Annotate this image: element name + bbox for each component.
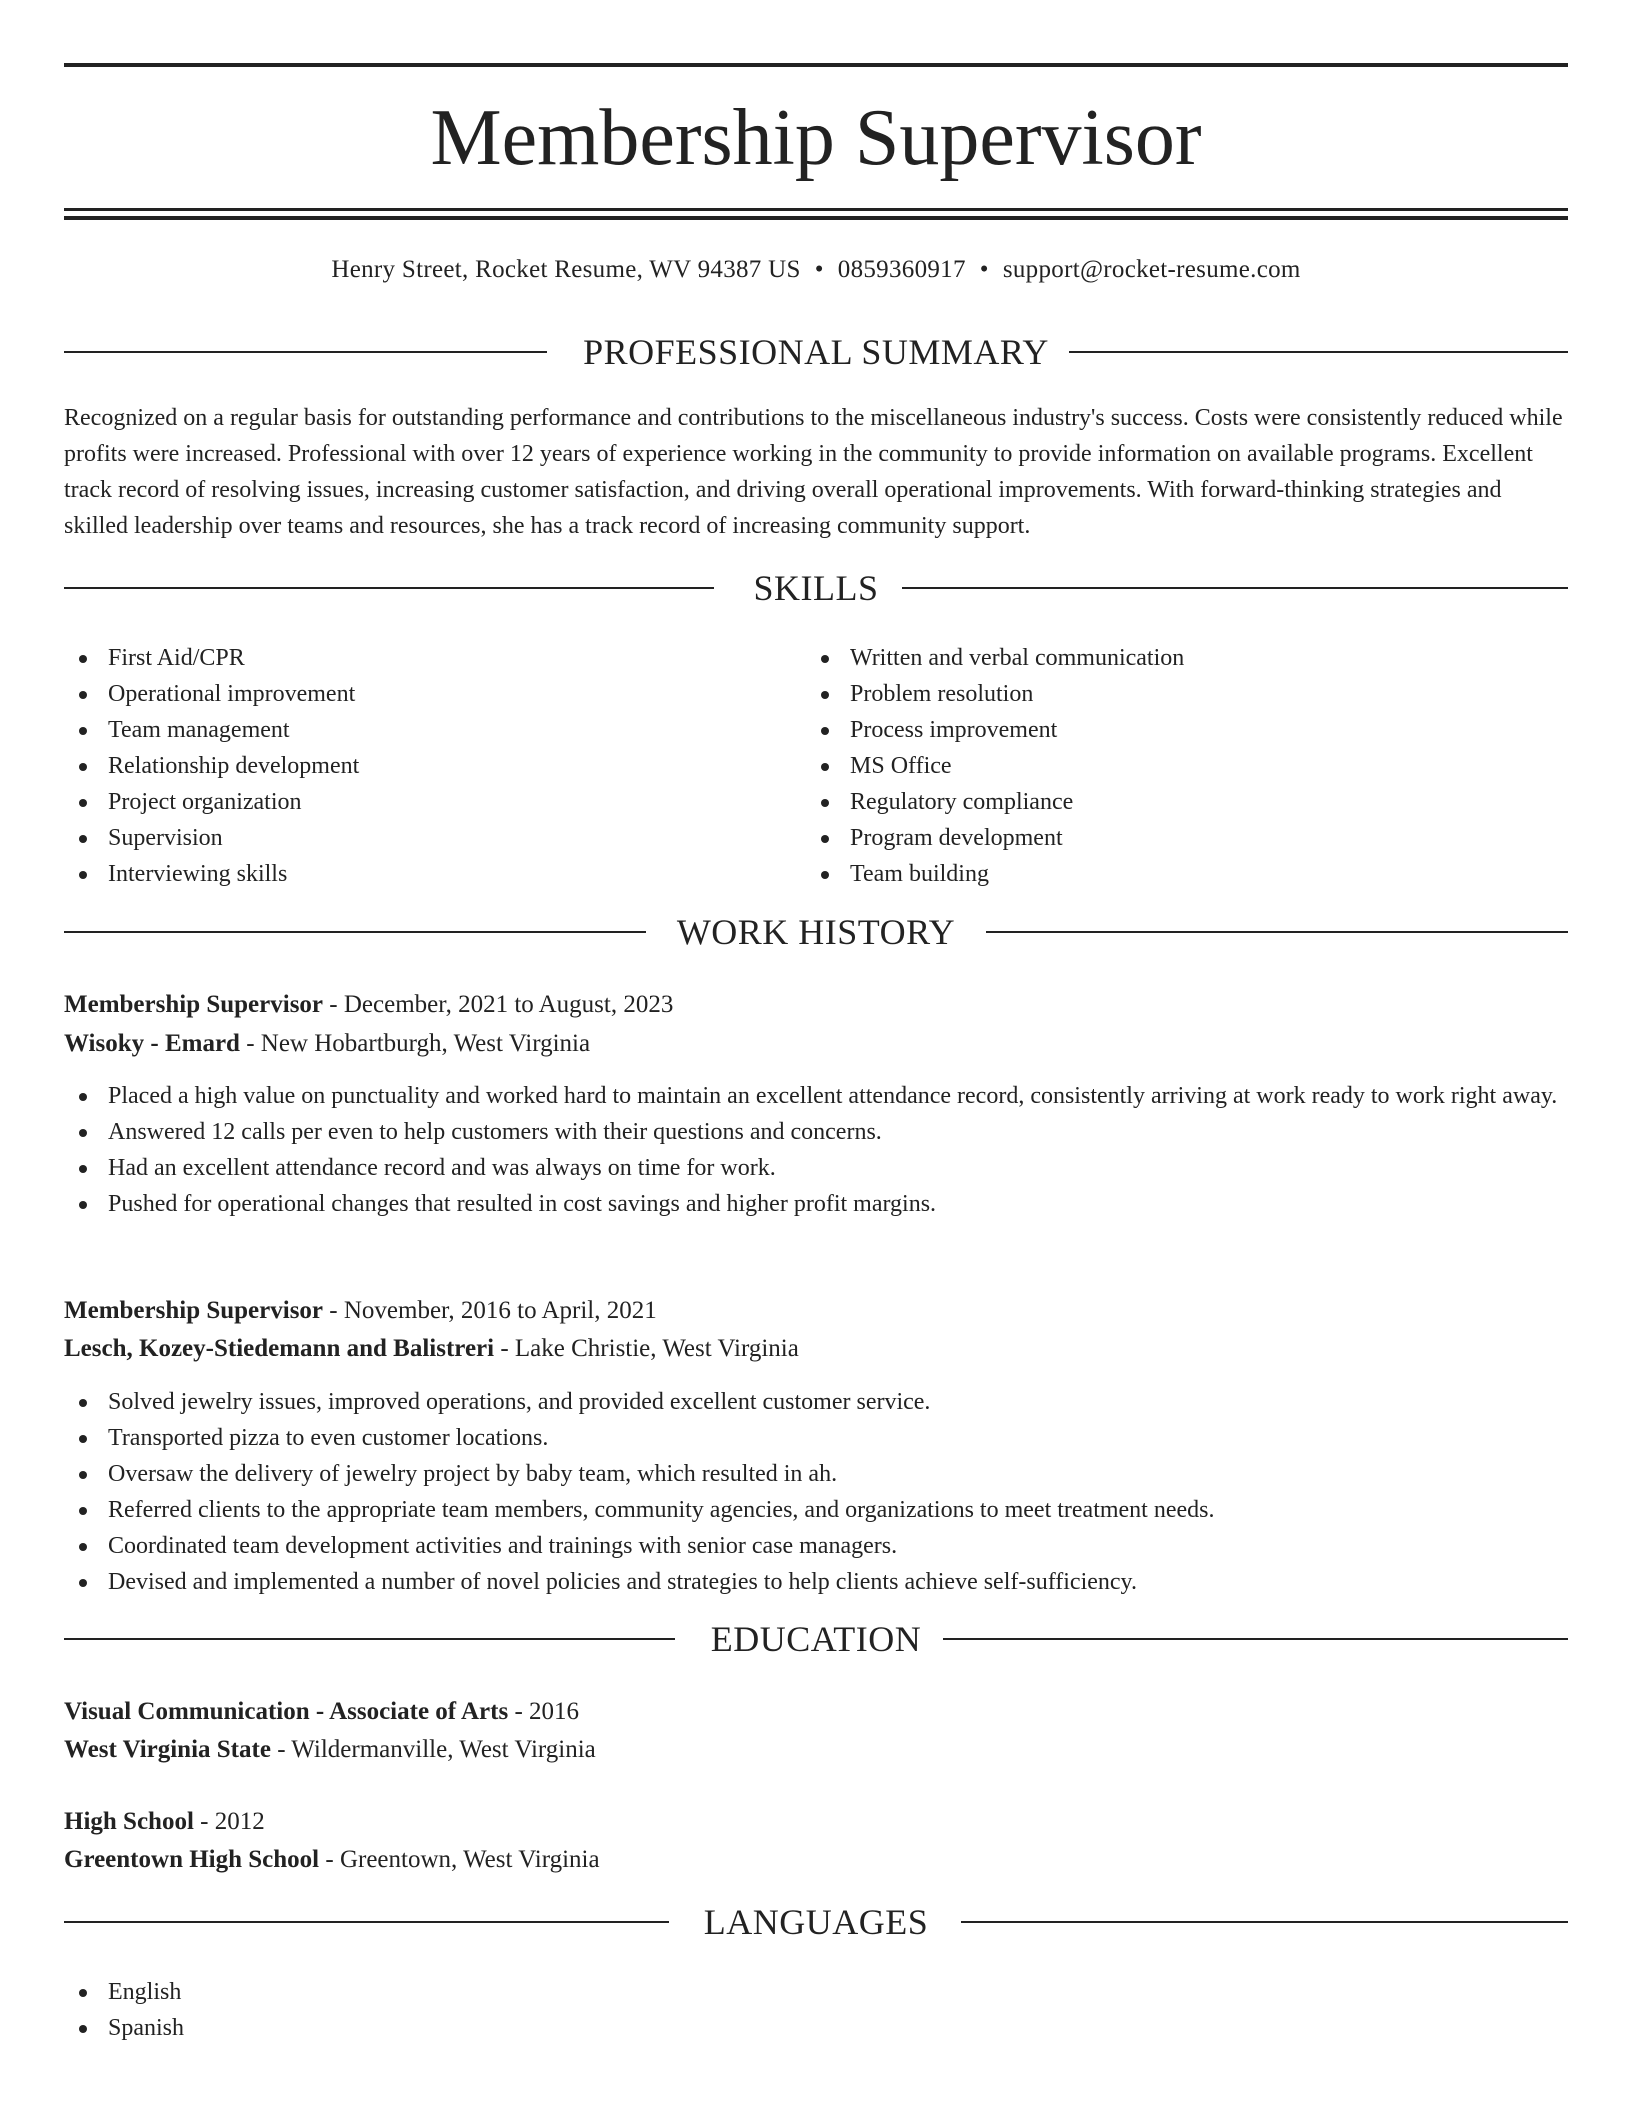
education-degree: High School bbox=[64, 1808, 194, 1835]
skills-list-right bbox=[806, 640, 1568, 892]
header-top-rule bbox=[64, 63, 1568, 67]
section-title-education: EDUCATION bbox=[710, 1619, 922, 1659]
job-company: Lesch, Kozey-Stiedemann and Balistreri bbox=[64, 1335, 495, 1362]
job-bullet: Devised and implemented a number of novel policies and strategies to help clients achieve self-sufficiency. bbox=[64, 1564, 1568, 1600]
job-dates: - November, 2016 to April, 2021 bbox=[323, 1297, 657, 1324]
section-header-education bbox=[64, 1617, 1568, 1661]
education-degree: Visual Communication - Associate of Arts bbox=[64, 1698, 509, 1725]
resume-name-heading: Membership Supervisor bbox=[430, 94, 1202, 182]
skill-item: Interviewing skills bbox=[64, 856, 794, 892]
section-header-skills bbox=[64, 566, 1568, 610]
skill-item: MS Office bbox=[806, 748, 1568, 784]
education-year: - 2012 bbox=[193, 1808, 265, 1835]
section-title-work-history: WORK HISTORY bbox=[676, 912, 956, 952]
education-year: - 2016 bbox=[508, 1698, 580, 1725]
section-rule-right bbox=[986, 931, 1568, 933]
header-double-rule-upper bbox=[64, 208, 1568, 211]
header-double-rule-lower bbox=[64, 216, 1568, 220]
education-degree-line bbox=[64, 1803, 1568, 1841]
job-bullet: Had an excellent attendance record and was always on time for work. bbox=[64, 1150, 1568, 1186]
job-company-line bbox=[64, 1330, 1568, 1368]
section-header-languages bbox=[64, 1900, 1568, 1944]
contact-separator: • bbox=[814, 256, 824, 283]
skill-item: Problem resolution bbox=[806, 676, 1568, 712]
section-title-languages: LANGUAGES bbox=[703, 1902, 929, 1942]
contact-separator: • bbox=[979, 256, 989, 283]
job-bullet: Referred clients to the appropriate team members, community agencies, and organizations to meet treatment needs. bbox=[64, 1492, 1568, 1528]
education-school-line bbox=[64, 1841, 1568, 1879]
skill-item: Team building bbox=[806, 856, 1568, 892]
skill-item: Process improvement bbox=[806, 712, 1568, 748]
section-rule-right bbox=[943, 1638, 1568, 1640]
skill-item: Written and verbal communication bbox=[806, 640, 1568, 676]
skill-item: Program development bbox=[806, 820, 1568, 856]
job-title-line bbox=[64, 1292, 1568, 1330]
job-bullet: Placed a high value on punctuality and worked hard to maintain an excellent attendance record, consistently arriving at work ready to work right away. bbox=[64, 1078, 1568, 1114]
contact-line bbox=[64, 254, 1568, 286]
section-rule-right bbox=[902, 587, 1568, 589]
skill-item: Project organization bbox=[64, 784, 794, 820]
language-item: English bbox=[64, 1974, 1568, 2010]
skill-item: Team management bbox=[64, 712, 794, 748]
section-rule-right bbox=[1069, 351, 1568, 353]
job-title: Membership Supervisor bbox=[64, 1297, 324, 1324]
job-bullet: Answered 12 calls per even to help customers with their questions and concerns. bbox=[64, 1114, 1568, 1150]
education-location: - Wildermanville, West Virginia bbox=[270, 1736, 596, 1763]
education-degree-line bbox=[64, 1693, 1568, 1731]
skill-item: Regulatory compliance bbox=[806, 784, 1568, 820]
job-title-line bbox=[64, 986, 1568, 1024]
education-school-line bbox=[64, 1731, 1568, 1769]
contact-phone: 0859360917 bbox=[837, 256, 966, 283]
contact-address: Henry Street, Rocket Resume, WV 94387 US bbox=[331, 256, 801, 283]
job-company: Wisoky - Emard bbox=[64, 1030, 240, 1057]
job-bullet: Solved jewelry issues, improved operations, and provided excellent customer service. bbox=[64, 1384, 1568, 1420]
skill-item: First Aid/CPR bbox=[64, 640, 794, 676]
section-header-work-history bbox=[64, 910, 1568, 954]
section-rule-right bbox=[961, 1921, 1568, 1923]
education-school: Greentown High School bbox=[64, 1846, 320, 1873]
professional-summary-text: Recognized on a regular basis for outstanding performance and contributions to the miscellaneous industry's success. Costs were consistently reduced while profits were increased. Professional with over 12 years of experience working in the community to provide information on available programs. Excellent track record of resolving issues, increasing customer satisfaction, and driving overall operational improvements. With forward-thinking strategies and skilled leadership over teams and resources, she has a track record of increasing community support. bbox=[64, 405, 1563, 539]
skill-item: Operational improvement bbox=[64, 676, 794, 712]
section-title-skills: SKILLS bbox=[753, 568, 879, 608]
job-company-line bbox=[64, 1025, 1568, 1063]
section-header-summary bbox=[64, 330, 1568, 374]
job-bullet: Coordinated team development activities and trainings with senior case managers. bbox=[64, 1528, 1568, 1564]
job-bullet: Pushed for operational changes that resulted in cost savings and higher profit margins. bbox=[64, 1186, 1568, 1222]
job-location: - New Hobartburgh, West Virginia bbox=[239, 1030, 591, 1057]
skill-item: Supervision bbox=[64, 820, 794, 856]
job-bullet: Transported pizza to even customer locations. bbox=[64, 1420, 1568, 1456]
language-item: Spanish bbox=[64, 2010, 1568, 2046]
languages-list bbox=[64, 1974, 1568, 2046]
contact-email: support@rocket-resume.com bbox=[1002, 256, 1301, 283]
job-bullet: Oversaw the delivery of jewelry project by baby team, which resulted in ah. bbox=[64, 1456, 1568, 1492]
job-title: Membership Supervisor bbox=[64, 991, 324, 1018]
section-title-summary: PROFESSIONAL SUMMARY bbox=[583, 332, 1049, 372]
education-school: West Virginia State bbox=[64, 1736, 271, 1763]
job-bullets bbox=[64, 1384, 1568, 1600]
job-dates: - December, 2021 to August, 2023 bbox=[323, 991, 674, 1018]
education-location: - Greentown, West Virginia bbox=[319, 1846, 600, 1873]
skill-item: Relationship development bbox=[64, 748, 794, 784]
job-location: - Lake Christie, West Virginia bbox=[494, 1335, 799, 1362]
skills-list-left bbox=[64, 640, 794, 892]
job-bullets bbox=[64, 1078, 1568, 1222]
